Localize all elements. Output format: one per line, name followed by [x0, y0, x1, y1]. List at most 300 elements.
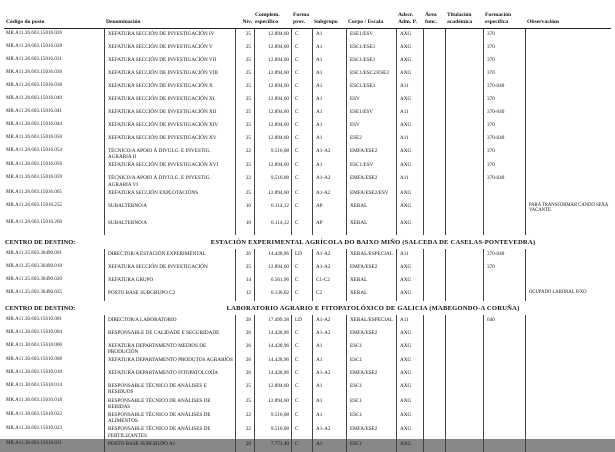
table-row	[4, 160, 611, 173]
column-header-line2: func.	[425, 19, 437, 25]
table-row	[4, 218, 611, 235]
cell-niv: 20	[235, 439, 254, 452]
cell-formacion	[483, 355, 525, 368]
cell-denominacion: XEFATURA SECCIÓN DE INVESTIGACIÓN IV	[104, 29, 235, 42]
cell-denominacion: TÉCNICO/A APOIO Á DIVULG. E INVESTIG. AGRARIA VI	[104, 173, 235, 187]
column-header-line1: Forma	[293, 12, 310, 18]
cell-area	[423, 315, 445, 328]
cell-subgrupo: A1-A2	[312, 188, 346, 201]
cell-forma: C	[291, 218, 312, 235]
cell-subgrupo: A1	[312, 42, 346, 55]
column-header-observacions	[525, 12, 611, 26]
cell-adscr: AXG	[396, 146, 423, 160]
cell-denominacion: XEFATURA SECCIÓN DE INVESTIGACIÓN	[104, 262, 235, 275]
cell-niv: 12	[235, 288, 254, 301]
cell-niv: 25	[235, 55, 254, 68]
cell-corpo: EMFA/ESE2	[346, 328, 396, 341]
cell-subgrupo: A1	[312, 120, 346, 133]
column-header-codigo	[4, 12, 104, 26]
cell-area	[423, 68, 445, 81]
cell-titulacion	[445, 396, 483, 410]
cell-formacion	[483, 201, 525, 218]
column-header-line2: prov.	[293, 19, 306, 25]
cell-niv: 25	[235, 120, 254, 133]
cell-area	[423, 94, 445, 107]
cell-titulacion	[445, 201, 483, 218]
cell-observacions	[525, 120, 611, 133]
cell-codigo: MR.A11.30.603.15610.006	[6, 342, 63, 348]
cell-codigo: MR.A11.25.603.36490.010	[6, 263, 63, 269]
cell-titulacion	[445, 328, 483, 341]
table-row	[4, 288, 611, 301]
cell-formacion: 370	[483, 262, 525, 275]
table-row	[4, 275, 611, 288]
cell-niv: 26	[235, 355, 254, 368]
cell-subgrupo: A1-A2	[312, 424, 346, 438]
cell-niv: 25	[235, 42, 254, 55]
cell-area	[423, 133, 445, 146]
cell-subgrupo: A1	[312, 341, 346, 355]
cell-niv: 28	[235, 315, 254, 328]
cell-titulacion	[445, 120, 483, 133]
cell-adscr: AXG	[396, 188, 423, 201]
cell-formacion	[483, 328, 525, 341]
cell-formacion: 370	[483, 94, 525, 107]
cell-area	[423, 146, 445, 160]
cell-formacion	[483, 439, 525, 452]
table-row	[4, 355, 611, 368]
cell-denominacion: XEFATURA SECCIÓN DE INVESTIGACIÓN XV	[104, 133, 235, 146]
table-row	[4, 173, 611, 187]
cell-titulacion	[445, 381, 483, 395]
cell-formacion: 370	[483, 160, 525, 173]
cell-observacions	[525, 146, 611, 160]
cell-adscr: AXG	[396, 160, 423, 173]
cell-subgrupo: A1-A2	[312, 315, 346, 328]
cell-observacions	[525, 29, 611, 42]
cell-titulacion	[445, 424, 483, 438]
cell-forma: C	[291, 107, 312, 120]
cell-titulacion	[445, 107, 483, 120]
cell-corpo: ESC1/ESE1	[346, 55, 396, 68]
cell-corpo: XERAL	[346, 275, 396, 288]
table-row	[4, 146, 611, 160]
cell-denominacion: XEFATURA SECCIÓN DE INVESTIGACIÓN XII	[104, 107, 235, 120]
cell-formacion	[483, 341, 525, 355]
cell-complem: 14.428,96	[254, 355, 291, 368]
cell-observacions	[525, 107, 611, 120]
table-row	[4, 42, 611, 55]
cell-area	[423, 81, 445, 94]
table-row	[4, 396, 611, 410]
cell-adscr: AXG	[396, 120, 423, 133]
cell-observacions	[525, 68, 611, 81]
cell-denominacion: RESPONSABLE TÉCNICO DE ANÁLISES DE FERTILIZANTES	[104, 424, 235, 438]
cell-corpo: ESE1/ESV	[346, 107, 396, 120]
cell-niv: 25	[235, 81, 254, 94]
cell-denominacion: RESPONSABLE TÉCNICO DE ANÁLISES DE BEBIDAS	[104, 396, 235, 410]
table-row	[4, 201, 611, 218]
cell-observacions	[525, 160, 611, 173]
cell-denominacion: POSTO BASE SUBGRUPO C2	[104, 288, 235, 301]
cell-observacions	[525, 328, 611, 341]
cell-formacion: 370-640	[483, 81, 525, 94]
cell-observacions	[525, 249, 611, 262]
cell-observacions: PARA TRANSFORMAR CANDO SEXA VACANTE.	[525, 201, 611, 218]
cell-observacions	[525, 355, 611, 368]
cell-complem: 12.894,60	[254, 396, 291, 410]
cell-complem: 12.894,60	[254, 94, 291, 107]
column-header-line1: Complem.	[255, 12, 280, 18]
cell-codigo: MR.A11.26.603.15016.041	[6, 109, 63, 114]
cell-complem: 12.894,60	[254, 55, 291, 68]
cell-corpo: ESC1/ESE1	[346, 42, 396, 55]
cell-area	[423, 368, 445, 381]
cell-codigo: MR.A11.26.603.15016.260	[6, 219, 63, 225]
column-header-denominacion	[104, 12, 235, 26]
cell-denominacion: XEFATURA SECCIÓN DE INVESTIGACIÓN VII	[104, 55, 235, 68]
cell-codigo: MR.A11.30.603.15610.010	[6, 370, 63, 376]
cell-observacions	[525, 262, 611, 275]
cell-titulacion	[445, 146, 483, 160]
column-header-line2: específica	[485, 19, 508, 25]
cell-corpo: ESC1	[346, 341, 396, 355]
cell-observacions	[525, 94, 611, 107]
cell-titulacion	[445, 288, 483, 301]
cell-forma: C	[291, 396, 312, 410]
cell-adscr: AXG	[396, 368, 423, 381]
cell-niv: 22	[235, 410, 254, 424]
cell-denominacion: XEFATURA SECCIÓN DE INVESTIGACIÓN V	[104, 42, 235, 55]
cell-adscr: AXG	[396, 355, 423, 368]
cell-forma: C	[291, 368, 312, 381]
cell-adscr: AXG	[396, 68, 423, 81]
cell-formacion	[483, 381, 525, 395]
cell-codigo: MR.A11.26.603.15016.065	[6, 189, 63, 195]
cell-niv: 22	[235, 424, 254, 438]
column-header-line1: Titulación	[447, 12, 472, 18]
cell-complem: 14.428,96	[254, 249, 291, 262]
cell-corpo: XERAL/ESPECIAL	[346, 315, 396, 328]
cell-subgrupo: A1-A2	[312, 262, 346, 275]
cell-formacion: 370	[483, 29, 525, 42]
cell-adscr: A11	[396, 249, 423, 262]
cell-area	[423, 410, 445, 424]
cell-formacion	[483, 424, 525, 438]
cell-denominacion: XEFATURA DEPARTAMENTO FITOPATOLOXÍA	[104, 368, 235, 381]
cell-adscr: AXG	[396, 201, 423, 218]
cell-titulacion	[445, 249, 483, 262]
cell-niv: 25	[235, 188, 254, 201]
cell-corpo: XERAL/ESPECIAL	[346, 249, 396, 262]
cell-complem: 12.894,60	[254, 81, 291, 94]
cell-denominacion: XEFATURA DEPARTAMENTO MEDIOS DE PRODUCIÓN	[104, 341, 235, 355]
column-header-subgrupo	[312, 12, 346, 26]
cell-corpo: EMFA/ESE2	[346, 368, 396, 381]
cell-codigo: MR.A11.30.603.15610.014	[6, 383, 63, 389]
cell-area	[423, 439, 445, 452]
cell-titulacion	[445, 55, 483, 68]
cell-observacions	[525, 424, 611, 438]
cell-adscr: A11	[396, 173, 423, 187]
cell-subgrupo: A1	[312, 355, 346, 368]
cell-forma: C	[291, 29, 312, 42]
cell-corpo: EMFA/ESE2	[346, 146, 396, 160]
column-header-line2: Observacións	[527, 19, 560, 25]
cell-subgrupo: A1	[312, 381, 346, 395]
cell-forma: C	[291, 120, 312, 133]
centro-destino-name: LABORATORIO AGRARIO E FITOPATOLÓXICO DE GALICIA (MABEGONDO-A CORUÑA)	[226, 304, 520, 312]
cell-forma: C	[291, 42, 312, 55]
cell-complem: 12.894,60	[254, 381, 291, 395]
cell-subgrupo: A1	[312, 94, 346, 107]
cell-niv: 25	[235, 29, 254, 42]
cell-titulacion	[445, 315, 483, 328]
column-header-line2: académica	[447, 19, 473, 25]
cell-forma: C	[291, 341, 312, 355]
cell-forma: C	[291, 146, 312, 160]
cell-adscr: AXG	[396, 29, 423, 42]
cell-forma: C	[291, 81, 312, 94]
cell-subgrupo: A1	[312, 160, 346, 173]
section-title-row	[4, 238, 611, 247]
cell-area	[423, 160, 445, 173]
cell-observacions: OCUPADO LABORAL FIXO.	[525, 288, 611, 301]
cell-denominacion: POSTO BASE SUBGRUPO A1	[104, 439, 235, 452]
cell-subgrupo: A1	[312, 55, 346, 68]
cell-subgrupo: A1	[312, 29, 346, 42]
cell-adscr: AXG	[396, 94, 423, 107]
cell-forma: C	[291, 160, 312, 173]
column-header-area	[423, 12, 445, 26]
column-header-line2: Código do posto	[6, 19, 45, 25]
cell-corpo: ESC1	[346, 396, 396, 410]
cell-niv: 25	[235, 94, 254, 107]
table-row	[4, 94, 611, 107]
cell-codigo: MR.A11.30.603.15610.023	[6, 426, 63, 432]
cell-corpo: ESC1	[346, 410, 396, 424]
cell-codigo: MR.A11.25.603.36490.025	[6, 289, 63, 295]
cell-forma: C	[291, 275, 312, 288]
cell-adscr: AXG	[396, 262, 423, 275]
table-row	[4, 424, 611, 438]
cell-forma: C	[291, 188, 312, 201]
cell-area	[423, 262, 445, 275]
cell-titulacion	[445, 94, 483, 107]
cell-adscr: AXG	[396, 275, 423, 288]
cell-area	[423, 328, 445, 341]
cell-area	[423, 173, 445, 187]
column-header-forma	[291, 12, 312, 26]
cell-titulacion	[445, 410, 483, 424]
cell-complem: 9.516,08	[254, 173, 291, 187]
cell-adscr: AXG	[396, 218, 423, 235]
cell-adscr: A11	[396, 107, 423, 120]
cell-subgrupo: A1-A2	[312, 146, 346, 160]
cell-codigo: MR.A11.30.603.15610.008	[6, 357, 63, 363]
cell-niv: 25	[235, 262, 254, 275]
table-row	[4, 120, 611, 133]
cell-area	[423, 275, 445, 288]
table-row	[4, 55, 611, 68]
cell-observacions	[525, 42, 611, 55]
cell-area	[423, 201, 445, 218]
cell-titulacion	[445, 355, 483, 368]
cell-observacions	[525, 368, 611, 381]
cell-corpo: ESV	[346, 94, 396, 107]
cell-corpo: XERAL	[346, 218, 396, 235]
cell-corpo: EMFA/ESE2	[346, 262, 396, 275]
cell-formacion	[483, 396, 525, 410]
cell-codigo: MR.A11.26.603.15016.028	[6, 44, 63, 49]
column-header-corpo	[346, 12, 396, 26]
cell-titulacion	[445, 341, 483, 355]
cell-corpo: EMFA/ESE2	[346, 173, 396, 187]
cell-complem: 12.894,60	[254, 107, 291, 120]
cell-subgrupo: AP	[312, 201, 346, 218]
cell-subgrupo: A1-A2	[312, 173, 346, 187]
cell-adscr: AXG	[396, 424, 423, 438]
cell-complem: 9.516,08	[254, 146, 291, 160]
cell-niv: 25	[235, 68, 254, 81]
cell-adscr: AXG	[396, 328, 423, 341]
cell-formacion	[483, 188, 525, 201]
cell-denominacion: DIRECTOR/A ESTACIÓN EXPERIMENTAL	[104, 249, 235, 262]
column-header-titulacion	[445, 12, 483, 26]
centro-destino-label: CENTRO DE DESTINO:	[5, 238, 76, 246]
cell-observacions	[525, 410, 611, 424]
cell-denominacion: XEFATURA DEPARTAMENTO PRODUTOS AGRARIOS	[104, 355, 235, 368]
cell-area	[423, 424, 445, 438]
cell-area	[423, 249, 445, 262]
table-header-row	[4, 12, 611, 29]
cell-subgrupo: A1	[312, 410, 346, 424]
cell-area	[423, 120, 445, 133]
cell-codigo: MR.A11.26.603.15016.036	[6, 70, 63, 75]
cell-formacion: 370-640	[483, 133, 525, 146]
cell-forma: C	[291, 201, 312, 218]
cell-complem: 12.894,60	[254, 120, 291, 133]
cell-formacion: 370-640	[483, 249, 525, 262]
cell-complem: 17.499,38	[254, 315, 291, 328]
cell-area	[423, 381, 445, 395]
cell-corpo: XERAL	[346, 288, 396, 301]
cell-codigo: MR.A11.26.603.15016.031	[6, 57, 63, 62]
table-row	[4, 29, 611, 42]
cell-complem: 12.894,60	[254, 188, 291, 201]
cell-adscr: AXG	[396, 341, 423, 355]
table-row	[4, 315, 611, 328]
cell-corpo: ESE2	[346, 133, 396, 146]
cell-titulacion	[445, 160, 483, 173]
cell-formacion	[483, 288, 525, 301]
cell-subgrupo: C1-C2	[312, 275, 346, 288]
cell-area	[423, 341, 445, 355]
cell-area	[423, 396, 445, 410]
cell-corpo: ESV	[346, 120, 396, 133]
cell-formacion: 370	[483, 146, 525, 160]
cell-titulacion	[445, 188, 483, 201]
cell-forma: C	[291, 410, 312, 424]
cell-complem: 12.894,60	[254, 42, 291, 55]
cell-codigo: MR.A11.26.603.15016.026	[6, 31, 63, 36]
cell-subgrupo: A1-A2	[312, 328, 346, 341]
centro-destino-name: ESTACIÓN EXPERIMENTAL AGRÍCOLA DO BAIXO MIÑO (SALCEDA DE CASELAS-PONTEVEDRA)	[210, 238, 536, 246]
cell-codigo: MR.A11.26.603.15016.044	[6, 122, 63, 127]
cell-area	[423, 288, 445, 301]
table-row	[4, 133, 611, 146]
cell-forma: C	[291, 328, 312, 341]
cell-denominacion: XEFATURA GRUPO	[104, 275, 235, 288]
cell-formacion: 370-640	[483, 173, 525, 187]
column-header-line1: Adscr.	[398, 12, 414, 18]
cell-complem: 6.561,96	[254, 275, 291, 288]
cell-denominacion: SUBALTERNO/A	[104, 201, 235, 218]
cell-codigo: MR.A11.26.603.15016.056	[6, 162, 63, 168]
cell-observacions	[525, 81, 611, 94]
cell-forma: C	[291, 55, 312, 68]
cell-forma: LD	[291, 249, 312, 262]
column-header-line2: Denominación	[106, 19, 141, 25]
cell-denominacion: RESPONSABLE TÉCNICO DE ANÁLISES DE ALIMENTOS	[104, 410, 235, 424]
table-row	[4, 410, 611, 424]
cell-area	[423, 42, 445, 55]
cell-forma: C	[291, 288, 312, 301]
cell-corpo: ESC1	[346, 439, 396, 452]
table-row	[4, 188, 611, 201]
cell-corpo: ESC1/ESE1	[346, 81, 396, 94]
cell-observacions	[525, 55, 611, 68]
cell-niv: 25	[235, 107, 254, 120]
cell-formacion: 370	[483, 68, 525, 81]
cell-titulacion	[445, 173, 483, 187]
centro-destino-section	[4, 304, 611, 452]
rpt-table-body	[4, 29, 611, 452]
cell-complem: 14.428,96	[254, 368, 291, 381]
cell-area	[423, 55, 445, 68]
cell-codigo: MR.A11.26.603.15016.255	[6, 202, 63, 208]
cell-observacions	[525, 396, 611, 410]
cell-observacions	[525, 218, 611, 235]
cell-forma: C	[291, 133, 312, 146]
column-header-line2: Corpo / Escala	[348, 19, 384, 25]
cell-forma: C	[291, 439, 312, 452]
cell-corpo: ESC1/ESC2/ESE2	[346, 68, 396, 81]
cell-corpo: EMFA/ESE2/ESV	[346, 188, 396, 201]
cell-formacion: 370	[483, 42, 525, 55]
cell-codigo: MR.A11.26.603.15016.054	[6, 148, 63, 153]
cell-complem: 9.516,08	[254, 410, 291, 424]
cell-titulacion	[445, 218, 483, 235]
cell-titulacion	[445, 368, 483, 381]
centro-destino-label: CENTRO DE DESTINO:	[5, 304, 76, 312]
cell-niv: 26	[235, 249, 254, 262]
cell-area	[423, 218, 445, 235]
cell-adscr: AXG	[396, 42, 423, 55]
cell-adscr: AXG	[396, 381, 423, 395]
cell-observacions	[525, 133, 611, 146]
cell-codigo: MR.A11.26.603.15016.059	[6, 175, 63, 181]
cell-subgrupo: A1	[312, 81, 346, 94]
cell-observacions	[525, 188, 611, 201]
cell-corpo: ESC1	[346, 381, 396, 395]
column-header-adscr	[396, 12, 423, 26]
column-header-complem	[254, 12, 291, 26]
cell-observacions	[525, 173, 611, 187]
cell-subgrupo: C2	[312, 288, 346, 301]
table-row	[4, 381, 611, 395]
cell-formacion: 640	[483, 315, 525, 328]
